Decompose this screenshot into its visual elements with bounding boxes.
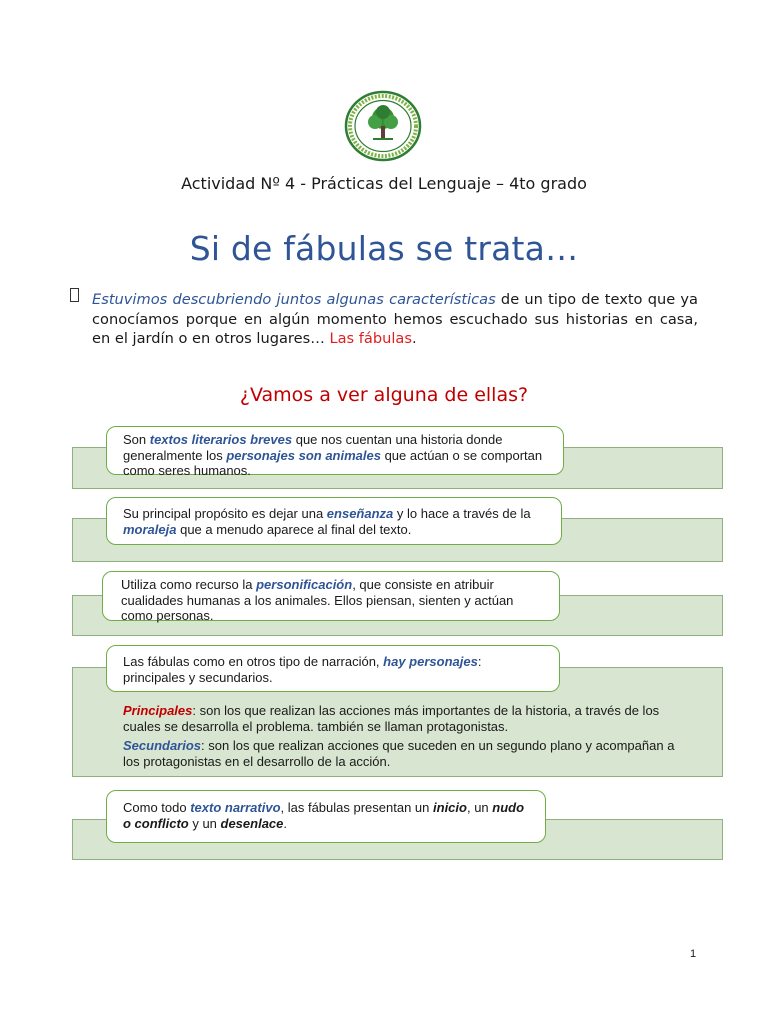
card1-text-a: Son xyxy=(123,432,150,447)
card-literary-texts xyxy=(106,426,564,478)
card3-text-a: Utiliza como recurso la xyxy=(121,577,257,592)
card-characters xyxy=(106,645,560,692)
intro-text: de un tipo de texto que ya conocíamos porque en algún momento hemos escuchado sus historias en casa, en el jardín o en otros lugares… xyxy=(92,291,698,347)
principal-label: Principales xyxy=(123,703,193,718)
intro-end: . xyxy=(411,330,417,347)
card4-text-a: Las fábulas como en otros tipo de narración, xyxy=(123,654,384,669)
card5-keyword-1: texto narrativo xyxy=(190,800,281,815)
card5-text-b: , las fábulas presentan un xyxy=(280,800,434,815)
card5-keyword-4: desenlace xyxy=(220,815,284,831)
card-purpose xyxy=(106,497,562,545)
card-personification xyxy=(102,571,560,621)
card1-keyword-2: personajes son animales xyxy=(226,447,381,463)
card2-keyword-2: moraleja xyxy=(123,521,177,537)
card5-text-c: , un xyxy=(466,800,493,815)
activity-subtitle: Actividad Nº 4 - Prácticas del Lenguaje – 4to grado xyxy=(181,174,587,193)
page-title: Si de fábulas se trata… xyxy=(189,229,579,268)
card1-text-b: que nos cuentan una historia donde generalmente los xyxy=(123,432,503,463)
secondary-text: : son los que realizan acciones que suceden en un segundo plano y acompañan a los protagonistas en el desarrollo de la acción. xyxy=(123,738,675,769)
secondary-label: Secundarios xyxy=(123,738,202,753)
school-seal-tree-icon xyxy=(344,90,422,162)
card1-text-c: que actúan o se comportan como seres humanos. xyxy=(123,447,543,478)
card4-text-b: : principales y secundarios. xyxy=(123,654,482,685)
card3-text-b: , que consiste en atribuir cualidades humanas a los animales. Ellos piensan, sienten y actúan como personas. xyxy=(121,577,514,623)
card5-keyword-2: inicio xyxy=(433,800,467,815)
card2-text-b: y lo hace a través de la xyxy=(393,506,531,521)
intro-highlight: Estuvimos descubriendo juntos algunas características xyxy=(92,291,496,308)
principal-text: : son los que realizan las acciones más importantes de la historia, a través de los cuales se desarrolla el problema. también se llaman protagonistas. xyxy=(123,703,660,734)
card3-keyword-1: personificación xyxy=(256,577,353,592)
card1-keyword-1: textos literarios breves xyxy=(149,432,293,447)
bullet-icon xyxy=(70,288,79,302)
page-number: 1 xyxy=(690,948,697,960)
intro-paragraph xyxy=(92,290,698,349)
card5-text-a: Como todo xyxy=(123,800,191,815)
card4-keyword-1: hay personajes xyxy=(383,654,478,669)
card5-text-e: . xyxy=(283,815,288,831)
card2-keyword-1: enseñanza xyxy=(326,506,394,521)
card-narrative-structure xyxy=(106,790,546,843)
characters-main xyxy=(123,703,678,734)
card5-keyword-3: nudo o conflicto xyxy=(123,800,525,831)
characters-secondary xyxy=(123,738,678,769)
intro-red-text: Las fábulas xyxy=(329,330,412,347)
section-question: ¿Vamos a ver alguna de ellas? xyxy=(239,384,529,406)
card2-text-c: que a menudo aparece al final del texto. xyxy=(176,521,412,537)
card5-text-d: y un xyxy=(188,815,221,831)
card2-text-a: Su principal propósito es dejar una xyxy=(123,506,327,521)
